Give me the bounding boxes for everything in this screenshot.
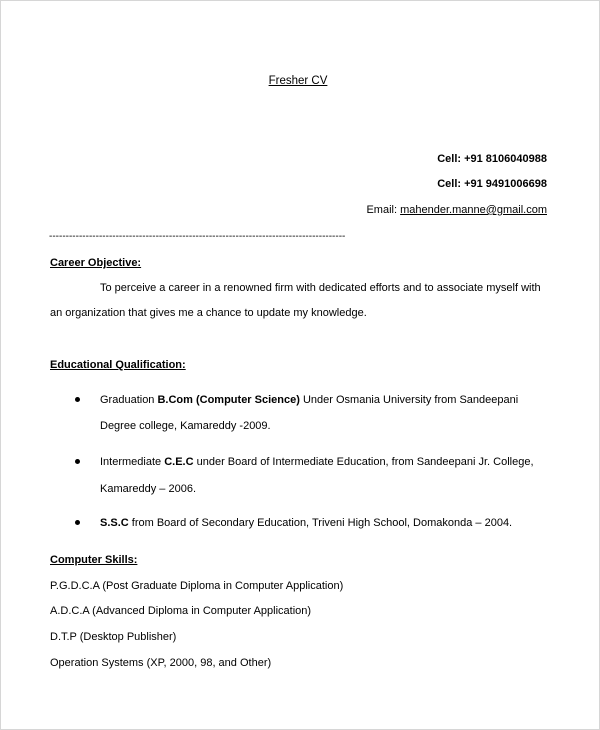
- education-item-2: [100, 456, 534, 468]
- education-heading: Educational Qualification:: [50, 359, 186, 371]
- skill-item: D.T.P (Desktop Publisher): [50, 631, 177, 643]
- bullet-icon: [75, 397, 80, 402]
- contact-cell-1: Cell: +91 8106040988: [437, 153, 547, 165]
- education-item-text: from Board of Secondary Education, Triveni High School, Domakonda – 2004.: [128, 517, 513, 529]
- skill-item: A.D.C.A (Advanced Diploma in Computer Application): [50, 605, 312, 617]
- computer-skills-heading: Computer Skills:: [50, 554, 138, 566]
- education-item-1: [100, 394, 518, 406]
- email-label: Email:: [366, 204, 398, 216]
- skill-item: P.G.D.C.A (Post Graduate Diploma in Computer Application): [50, 580, 344, 592]
- education-item-text: under Board of Intermediate Education, from Sandeepani Jr. College,: [193, 456, 534, 468]
- document-title: Fresher CV: [268, 75, 328, 87]
- career-objective-line-1: To perceive a career in a renowned firm with dedicated efforts and to associate myself with: [100, 282, 541, 294]
- education-degree: S.S.C: [100, 517, 129, 529]
- email-link[interactable]: mahender.manne@gmail.com: [400, 204, 547, 216]
- career-objective-heading: Career Objective:: [50, 257, 142, 269]
- bullet-icon: [75, 459, 80, 464]
- contact-email-line: [366, 204, 547, 216]
- education-item-text: Intermediate: [100, 456, 165, 468]
- contact-cell-2: Cell: +91 9491006698: [437, 178, 547, 190]
- education-item-3: [100, 517, 512, 529]
- education-item-2-line-2: Kamareddy – 2006.: [100, 483, 197, 495]
- education-item-1-line-2: Degree college, Kamareddy -2009.: [100, 420, 271, 432]
- education-degree: B.Com (Computer Science): [157, 394, 300, 406]
- education-degree: C.E.C: [164, 456, 194, 468]
- education-item-text: Under Osmania University from Sandeepani: [299, 394, 519, 406]
- section-divider: -----------------------------------------------------------------------------------------: [49, 231, 346, 242]
- education-item-text: Graduation: [100, 394, 158, 406]
- skill-item: Operation Systems (XP, 2000, 98, and Other): [50, 657, 272, 669]
- career-objective-line-2: an organization that gives me a chance to update my knowledge.: [50, 307, 367, 319]
- bullet-icon: [75, 520, 80, 525]
